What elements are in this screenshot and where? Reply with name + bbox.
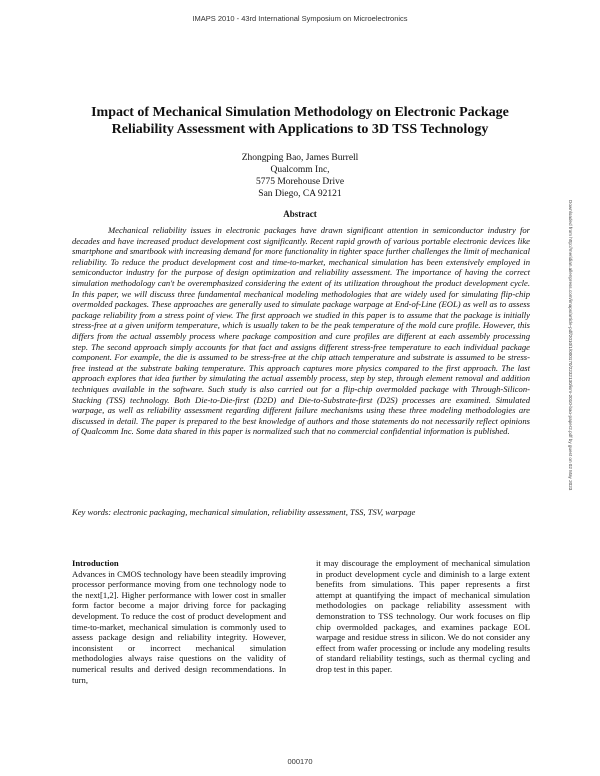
download-watermark [563, 200, 575, 580]
abstract-text: Mechanical reliability issues in electronic packages have drawn significant attention in semiconductor industry for decades and have increased product development cost significantly. Recent rapid growth of various portable electronic devices like smartphone and smartbook with increasing demand for more functionality in tighter space further challenges the limit of mechanical reliability. To reduce the product development cost and time-to-market, mechanical simulation has been extensively employed in semiconductor industry for the purpose of design optimization and reliability assessment. The importance of having the correct simulation methodology can't be overemphasized considering the extent of its utilization throughout the product development cycle. In this paper, we will discuss three fundamental mechanical modeling methodologies that are widely used for simulating flip-chip overmolded packages. These approaches are generally used to simulate package warpage at End-of-Line (EOL) as well as to assess package reliability from a stress point of view. The first approach we studied in this paper is to assume that the package is initially stress-free at a given uniform temperature, which is usually taken to be the peak temperature of the mold cure profile. However, this differs from the actual assembly process where package composition and cure profiles are different at each assembly processing step. The second approach simply accounts for that fact and assigns different stress-free temperature to each individual package component. For example, the die is assumed to be stress-free at the chip attach temperature and substrate is assumed to be stress-free instead at the substrate baking temperature. This approach captures more physics compared to the first approach. The last approach explores that idea further by simulating the actual assembly process, step by step, through element removal and addition techniques available in the software. Such study is also carried out for a flip-chip overmolded package with Through-Silicon-Stacking (TSS) technology. Both Die-to-Die-first (D2D) and Die-to-Substrate-first (D2S) processes are examined. Simulated warpage, as well as reliability assessment regarding different failure mechanisms using these three modeling methodologies are discussed in detail. The paper is prepared to the best knowledge of authors and those statements do not necessarily reflect opinions of Qualcomm Inc. Some data shared in this paper is normalized such that no commercial confidential information is published. [72, 225, 530, 437]
author-address-line2: San Diego, CA 92121 [258, 189, 342, 199]
introduction-text-left: Advances in CMOS technology have been steadily improving processor performance moving from one technology node to the next[1,2]. Higher performance with lower cost in smaller form factor become a major driving force for packaging development. To reduce the cost of product development and time-to-market, mechanical simulation is commonly used to assess package design and reliability integrity. However, inconsistent or incorrect mechanical simulation methodologies always raise questions on the validity of numerical results and derived design recommendations. In turn, [72, 568, 286, 685]
paper-title: Impact of Mechanical Simulation Methodology on Electronic Package Reliability Assessment with Applications to 3D TSS Technology [91, 105, 509, 137]
download-watermark-text: Downloaded from http://meridian.allenpress.com/imaps/article-pdf/2010/1/000170/2232130/ism-2010-bao-paper2.pdf by guest on 02 May 2023 [568, 200, 573, 491]
author-names: Zhongping Bao, James Burrell [241, 153, 359, 163]
introduction-text-right: it may discourage the employment of mechanical simulation in product development cycle and diminish to a large extent benefits from simulations. This paper represents a first attempt at quantifying the impact of mechanical simulation methodologies on package reliability assessment with demonstration to TSS technology. Our work focuses on flip chip overmolded packages, and examines package EOL warpage and residue stress in silicon. We do not consider any effect from wafer processing or include any modeling results of standard reliability testings, such as thermal cycling and drop test in this paper. [316, 558, 530, 674]
author-address-line1: 5775 Morehouse Drive [255, 177, 345, 187]
body-column-left [72, 558, 286, 685]
author-affiliation: Qualcomm Inc, [270, 165, 330, 175]
abstract-heading: Abstract [283, 209, 317, 219]
introduction-heading: Introduction [72, 558, 119, 568]
keywords: Key words: electronic packaging, mechanical simulation, reliability assessment, TSS, TSV, warpage [72, 507, 416, 517]
body-column-right [316, 558, 530, 675]
author-block [150, 152, 450, 200]
conference-header: IMAPS 2010 - 43rd International Symposium on Microelectronics [192, 14, 408, 23]
page-number: 000170 [287, 757, 313, 766]
